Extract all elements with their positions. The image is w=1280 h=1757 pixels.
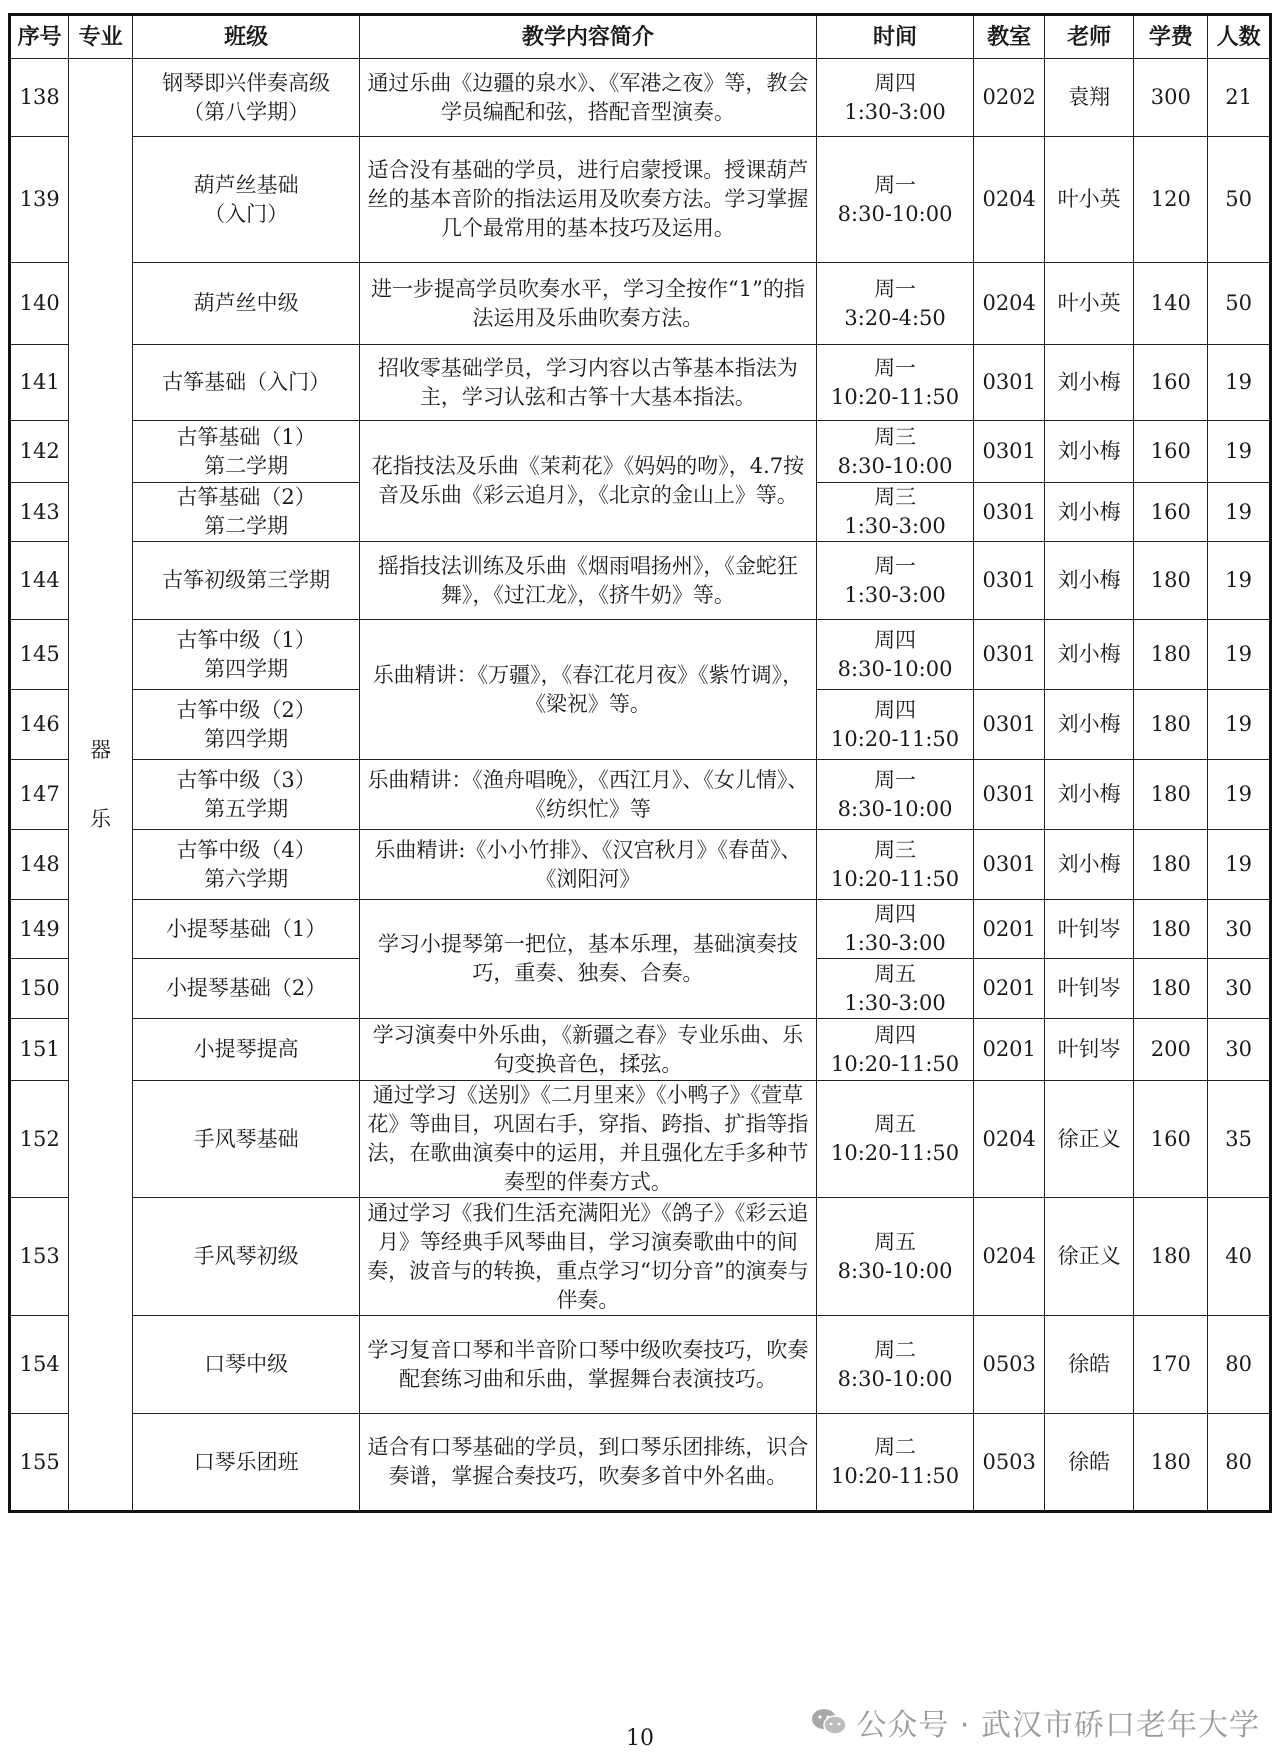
cell-line: （入门） [204, 201, 289, 226]
class-name [133, 263, 360, 345]
cell-line: 古筝基础（1） [176, 424, 316, 449]
student-count: 19 [1208, 690, 1271, 760]
classroom: 0301 [974, 421, 1044, 483]
class-name [133, 137, 360, 263]
class-name [133, 959, 360, 1019]
cell-line: 10:20-11:50 [830, 1051, 960, 1076]
cell-line: 10:20-11:50 [830, 866, 960, 891]
classroom: 0301 [974, 830, 1044, 900]
table-row [10, 620, 1271, 690]
student-count: 50 [1208, 137, 1271, 263]
table-row [10, 900, 1271, 959]
cell-line: 8:30-10:00 [837, 1258, 953, 1283]
row-number: 154 [10, 1316, 69, 1414]
cell-line: 10:20-11:50 [830, 1464, 960, 1488]
classroom: 0301 [974, 760, 1044, 830]
tuition-fee: 170 [1134, 1316, 1208, 1414]
tuition-fee: 160 [1134, 345, 1208, 421]
watermark-text: 公众号 · 武汉市硚口老年大学 [856, 1708, 1260, 1743]
cell-line: 1:30-3:00 [844, 931, 946, 955]
cell-line: 口琴中级 [204, 1352, 289, 1376]
teacher: 徐正义 [1044, 1081, 1134, 1198]
table-row [10, 263, 1271, 345]
row-number: 139 [10, 137, 69, 263]
row-number: 153 [10, 1198, 69, 1316]
classroom: 0301 [974, 620, 1044, 690]
table-row [10, 1198, 1271, 1316]
class-time [816, 690, 974, 760]
class-time [816, 263, 974, 345]
content-description: 学习复音口琴和半音阶口琴中级吹奏技巧，吹奏配套练习曲和乐曲，掌握舞台表演技巧。 [360, 1316, 817, 1414]
class-time [816, 542, 974, 620]
course-schedule-table [8, 13, 1272, 1513]
teacher: 刘小梅 [1044, 760, 1134, 830]
tuition-fee: 180 [1134, 1198, 1208, 1316]
class-name [133, 830, 360, 900]
cell-line: 第四学期 [204, 726, 289, 751]
row-number: 152 [10, 1081, 69, 1198]
major-cell [69, 59, 133, 1512]
classroom: 0503 [974, 1316, 1044, 1414]
teacher: 袁翔 [1044, 59, 1134, 137]
row-number: 150 [10, 959, 69, 1019]
cell-line: 小提琴基础（1） [165, 916, 327, 941]
cell-line: 古筝基础（入门） [162, 370, 331, 394]
classroom: 0201 [974, 1019, 1044, 1081]
cell-line: 10:20-11:50 [830, 384, 960, 409]
class-name [133, 900, 360, 959]
tuition-fee: 180 [1134, 959, 1208, 1019]
student-count: 21 [1208, 59, 1271, 137]
teacher: 叶小英 [1044, 137, 1134, 263]
cell-line: 8:30-10:00 [837, 656, 953, 681]
classroom: 0301 [974, 542, 1044, 620]
classroom: 0204 [974, 137, 1044, 263]
tuition-fee: 160 [1134, 483, 1208, 542]
cell-line: 周四 [874, 70, 917, 95]
cell-line: 周四 [874, 1022, 917, 1047]
tuition-fee: 180 [1134, 690, 1208, 760]
table-row [10, 1081, 1271, 1198]
classroom: 0204 [974, 1198, 1044, 1316]
row-number: 146 [10, 690, 69, 760]
student-count: 80 [1208, 1316, 1271, 1414]
class-name [133, 620, 360, 690]
tuition-fee: 180 [1134, 760, 1208, 830]
class-name [133, 483, 360, 542]
content-description: 通过乐曲《边疆的泉水》、《军港之夜》等，教会学员编配和弦，搭配音型演奏。 [360, 59, 817, 137]
teacher: 叶钊岑 [1044, 959, 1134, 1019]
cell-line: 1:30-3:00 [844, 990, 946, 1015]
cell-line: 第二学期 [204, 514, 289, 538]
cell-line: 周五 [874, 1112, 917, 1136]
student-count: 35 [1208, 1081, 1271, 1198]
student-count: 30 [1208, 900, 1271, 959]
table-row [10, 830, 1271, 900]
student-count: 40 [1208, 1198, 1271, 1316]
cell-line: （第八学期） [183, 99, 310, 124]
tuition-fee: 140 [1134, 263, 1208, 345]
cell-line: 古筝中级（1） [176, 627, 316, 652]
cell-line: 1:30-3:00 [844, 514, 946, 538]
class-time [816, 1414, 974, 1512]
table-row [10, 1414, 1271, 1512]
student-count: 19 [1208, 542, 1271, 620]
class-name [133, 760, 360, 830]
table-row [10, 137, 1271, 263]
table-row [10, 1019, 1271, 1081]
teacher: 徐皓 [1044, 1414, 1134, 1512]
content-description: 乐曲精讲:《小小竹排》、《汉宫秋月》《春苗》、《浏阳河》 [360, 830, 817, 900]
student-count: 19 [1208, 345, 1271, 421]
teacher: 叶钊岑 [1044, 1019, 1134, 1081]
teacher: 刘小梅 [1044, 483, 1134, 542]
cell-line: 周四 [874, 627, 917, 652]
row-number: 155 [10, 1414, 69, 1512]
header-class: 班级 [133, 15, 360, 59]
row-number: 140 [10, 263, 69, 345]
cell-line: 葫芦丝中级 [193, 291, 299, 315]
header-room: 教室 [974, 15, 1044, 59]
class-name [133, 690, 360, 760]
cell-line: 周一 [874, 767, 917, 792]
class-name [133, 345, 360, 421]
cell-line: 10:20-11:50 [830, 726, 960, 751]
cell-line: 周五 [874, 1229, 917, 1254]
class-time [816, 421, 974, 483]
class-time [816, 345, 974, 421]
teacher: 徐正义 [1044, 1198, 1134, 1316]
cell-line: 钢琴即兴伴奏高级 [162, 70, 331, 95]
content-description: 乐曲精讲：《渔舟唱晚》，《西江月》、《女儿情》、《纺织忙》等 [360, 760, 817, 830]
teacher: 徐皓 [1044, 1316, 1134, 1414]
row-number: 151 [10, 1019, 69, 1081]
classroom: 0204 [974, 263, 1044, 345]
page-number: 10 [626, 1726, 654, 1751]
content-description: 通过学习《我们生活充满阳光》《鸽子》《彩云追月》等经典手风琴曲目，学习演奏歌曲中的间奏，波音与的转换，重点学习“切分音”的演奏与伴奏。 [360, 1198, 817, 1316]
header-time: 时间 [816, 15, 974, 59]
cell-line: 小提琴提高 [193, 1037, 299, 1061]
cell-line: 手风琴基础 [193, 1126, 299, 1151]
table-row [10, 345, 1271, 421]
classroom: 0201 [974, 959, 1044, 1019]
row-number: 149 [10, 900, 69, 959]
class-name [133, 421, 360, 483]
cell-line: 葫芦丝基础 [193, 172, 299, 197]
table-row [10, 1316, 1271, 1414]
cell-line: 8:30-10:00 [837, 1366, 953, 1391]
class-name [133, 1198, 360, 1316]
classroom: 0201 [974, 900, 1044, 959]
cell-line: 8:30-10:00 [837, 201, 953, 226]
content-description: 学习小提琴第一把位，基本乐理，基础演奏技巧，重奏、独奏、合奏。 [360, 900, 817, 1019]
student-count: 30 [1208, 1019, 1271, 1081]
class-name [133, 59, 360, 137]
cell-line: 第四学期 [204, 656, 289, 681]
teacher: 叶小英 [1044, 263, 1134, 345]
cell-line: 第五学期 [204, 796, 289, 821]
classroom: 0301 [974, 345, 1044, 421]
content-description: 招收零基础学员，学习内容以古筝基本指法为主，学习认弦和古筝十大基本指法。 [360, 345, 817, 421]
teacher: 刘小梅 [1044, 620, 1134, 690]
class-time [816, 1198, 974, 1316]
cell-line: 3:20-4:50 [844, 305, 946, 330]
tuition-fee: 160 [1134, 421, 1208, 483]
tuition-fee: 180 [1134, 830, 1208, 900]
cell-line: 手风琴初级 [193, 1244, 299, 1268]
class-time [816, 483, 974, 542]
row-number: 141 [10, 345, 69, 421]
classroom: 0204 [974, 1081, 1044, 1198]
header-major: 专业 [69, 15, 133, 59]
classroom: 0503 [974, 1414, 1044, 1512]
row-number: 145 [10, 620, 69, 690]
table-row [10, 542, 1271, 620]
class-name [133, 1316, 360, 1414]
teacher: 刘小梅 [1044, 542, 1134, 620]
table-row [10, 421, 1271, 483]
content-description: 花指技法及乐曲《茉莉花》《妈妈的吻》，4.7按音及乐曲《彩云追月》，《北京的金山上》等。 [360, 421, 817, 542]
class-name [133, 1414, 360, 1512]
cell-line: 古筝中级（4） [176, 837, 316, 862]
class-time [816, 59, 974, 137]
class-name [133, 1081, 360, 1198]
content-description: 通过学习《送别》《二月里来》《小鸭子》《萱草花》等曲目，巩固右手，穿指、跨指、扩指等指法，在歌曲演奏中的运用，并且强化左手多种节奏型的伴奏方式。 [360, 1081, 817, 1198]
cell-line: 8:30-10:00 [837, 796, 953, 821]
student-count: 19 [1208, 830, 1271, 900]
class-time [816, 620, 974, 690]
cell-line: 周三 [874, 424, 917, 449]
cell-line: 周一 [874, 172, 917, 197]
content-description: 适合有口琴基础的学员，到口琴乐团排练，识合奏谱，掌握合奏技巧，吹奏多首中外名曲。 [360, 1414, 817, 1512]
cell-line: 周二 [874, 1435, 917, 1459]
cell-line: 周二 [874, 1337, 917, 1362]
cell-line: 1:30-3:00 [844, 99, 946, 124]
cell-line: 古筝中级（3） [176, 767, 316, 792]
class-name [133, 1019, 360, 1081]
teacher: 刘小梅 [1044, 690, 1134, 760]
cell-line: 1:30-3:00 [844, 582, 946, 607]
classroom: 0301 [974, 483, 1044, 542]
classroom: 0301 [974, 690, 1044, 760]
teacher: 刘小梅 [1044, 421, 1134, 483]
student-count: 19 [1208, 620, 1271, 690]
content-description: 进一步提高学员吹奏水平，学习全按作“1”的指法运用及乐曲吹奏方法。 [360, 263, 817, 345]
row-number: 144 [10, 542, 69, 620]
major-char: 乐 [90, 806, 112, 831]
student-count: 50 [1208, 263, 1271, 345]
cell-line: 周一 [874, 553, 917, 578]
class-time [816, 1081, 974, 1198]
major-char: 器 [90, 737, 112, 762]
row-number: 148 [10, 830, 69, 900]
student-count: 19 [1208, 421, 1271, 483]
content-description: 乐曲精讲：《万疆》，《春江花月夜》《紫竹调》，《梁祝》等。 [360, 620, 817, 760]
class-time [816, 830, 974, 900]
cell-line: 周一 [874, 355, 917, 380]
cell-line: 小提琴基础（2） [165, 976, 327, 1000]
cell-line: 周三 [874, 837, 917, 862]
class-name [133, 542, 360, 620]
content-description: 学习演奏中外乐曲，《新疆之春》专业乐曲、乐句变换音色，揉弦。 [360, 1019, 817, 1081]
tuition-fee: 200 [1134, 1019, 1208, 1081]
cell-line: 古筝基础（2） [176, 485, 316, 509]
teacher: 刘小梅 [1044, 830, 1134, 900]
student-count: 30 [1208, 959, 1271, 1019]
cell-line: 古筝中级（2） [176, 697, 316, 722]
student-count: 19 [1208, 760, 1271, 830]
header-count: 人数 [1208, 15, 1271, 59]
teacher: 叶钊岑 [1044, 900, 1134, 959]
class-time [816, 1316, 974, 1414]
cell-line: 第二学期 [204, 453, 289, 478]
class-time [816, 1019, 974, 1081]
header-teacher: 老师 [1044, 15, 1134, 59]
student-count: 80 [1208, 1414, 1271, 1512]
row-number: 143 [10, 483, 69, 542]
cell-line: 第六学期 [204, 866, 289, 891]
tuition-fee: 180 [1134, 1414, 1208, 1512]
tuition-fee: 180 [1134, 542, 1208, 620]
tuition-fee: 160 [1134, 1081, 1208, 1198]
cell-line: 10:20-11:50 [830, 1141, 960, 1165]
cell-line: 周三 [874, 485, 917, 509]
teacher: 刘小梅 [1044, 345, 1134, 421]
cell-line: 古筝初级第三学期 [162, 568, 331, 592]
class-time [816, 900, 974, 959]
cell-line: 口琴乐团班 [193, 1449, 299, 1474]
tuition-fee: 180 [1134, 900, 1208, 959]
cell-line: 周五 [874, 961, 917, 986]
table-row [10, 59, 1271, 137]
class-time [816, 959, 974, 1019]
cell-line: 周一 [874, 276, 917, 301]
header-content: 教学内容简介 [360, 15, 817, 59]
header-no: 序号 [10, 15, 69, 59]
content-description: 摇指技法训练及乐曲《烟雨唱扬州》，《金蛇狂舞》，《过江龙》，《挤牛奶》等。 [360, 542, 817, 620]
row-number: 138 [10, 59, 69, 137]
tuition-fee: 120 [1134, 137, 1208, 263]
tuition-fee: 180 [1134, 620, 1208, 690]
classroom: 0202 [974, 59, 1044, 137]
tuition-fee: 300 [1134, 59, 1208, 137]
row-number: 147 [10, 760, 69, 830]
row-number: 142 [10, 421, 69, 483]
class-time [816, 137, 974, 263]
table-row [10, 760, 1271, 830]
cell-line: 周四 [874, 697, 917, 722]
header-fee: 学费 [1134, 15, 1208, 59]
class-time [816, 760, 974, 830]
cell-line: 周四 [874, 902, 917, 926]
content-description: 适合没有基础的学员，进行启蒙授课。授课葫芦丝的基本音阶的指法运用及吹奏方法。学习掌握几个最常用的基本技巧及运用。 [360, 137, 817, 263]
header-row [10, 15, 1271, 59]
cell-line: 8:30-10:00 [837, 453, 953, 478]
student-count: 19 [1208, 483, 1271, 542]
